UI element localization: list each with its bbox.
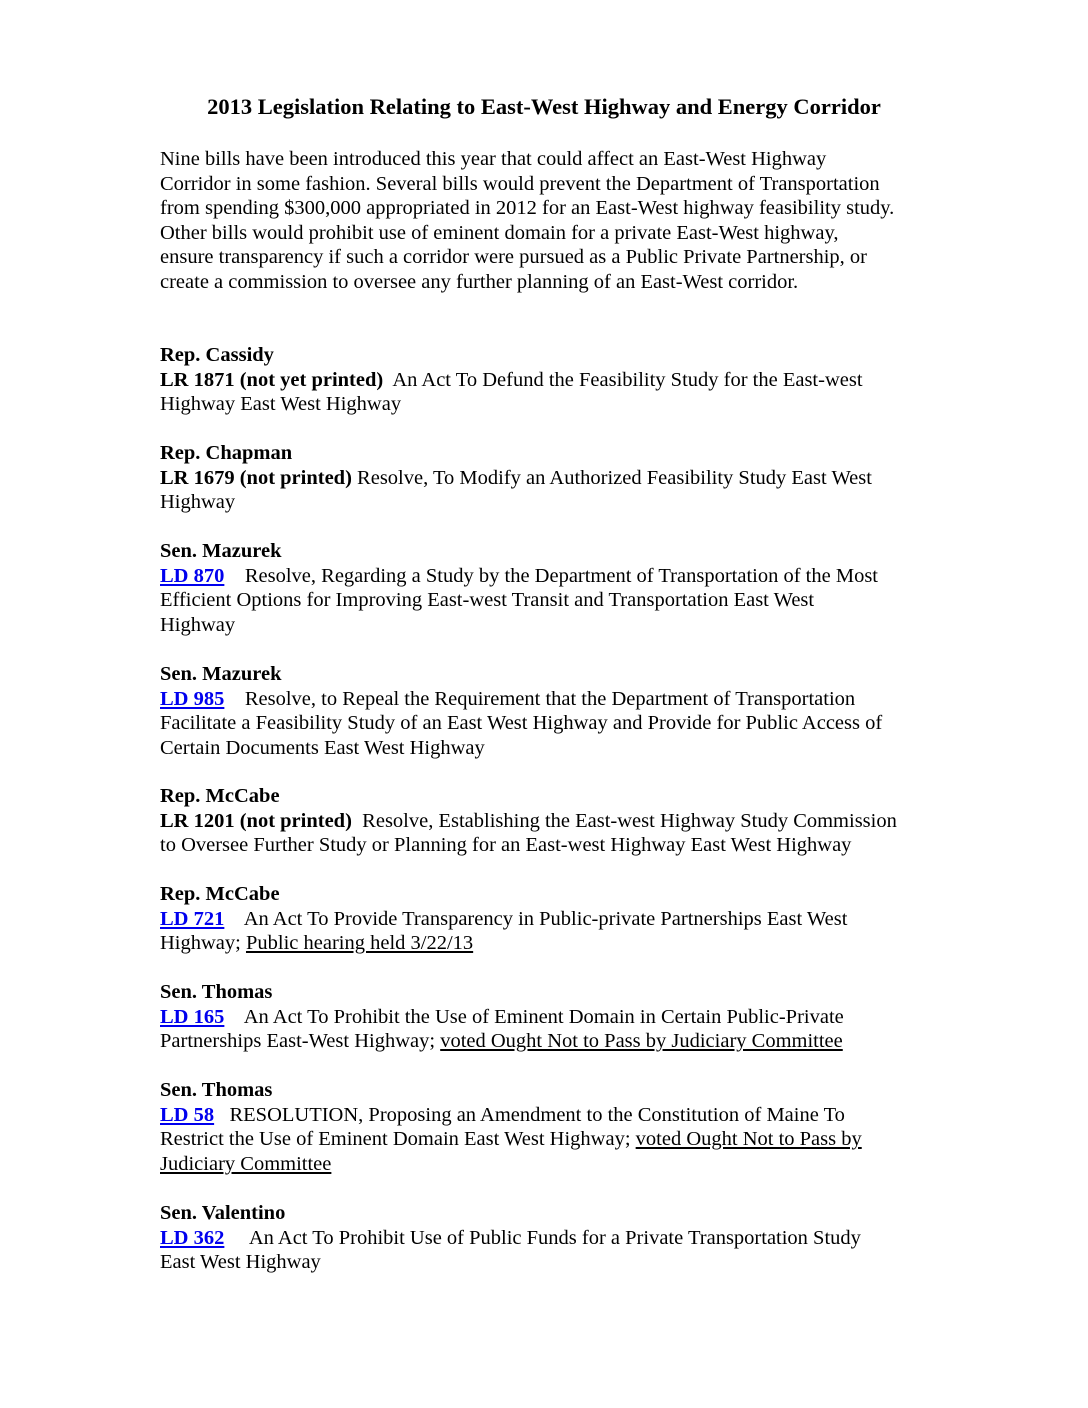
- bill-line-2: [160, 931, 950, 956]
- bill-title: An Act To Provide Transparency in Public-private Partnerships East West: [243, 907, 848, 930]
- bill-title-continued: Restrict the Use of Eminent Domain East West Highway;: [160, 1128, 636, 1151]
- bill-line: [160, 368, 950, 393]
- bill-link-ld-721[interactable]: LD 721: [160, 907, 225, 930]
- intro-line: Other bills would prohibit use of eminent domain for a private East-West highway,: [160, 221, 839, 244]
- bill-title-continued: Highway;: [160, 932, 246, 955]
- bill-sponsor: Rep. Cassidy: [160, 344, 274, 366]
- bill-code: LR 1201 (not printed): [160, 809, 352, 832]
- bill-status: voted Ought Not to Pass by Judiciary Committee: [440, 1030, 843, 1053]
- bill-entry: [160, 662, 950, 760]
- bill-sponsor: Rep. Chapman: [160, 442, 293, 464]
- bill-title: An Act To Defund the Feasibility Study for the East-west: [392, 368, 863, 391]
- bill-title-continued: Highway: [160, 491, 236, 514]
- bill-title-continued: Certain Documents East West Highway: [160, 736, 485, 759]
- bill-title-continued: Highway East West Highway: [160, 393, 402, 416]
- bill-link-ld-870[interactable]: LD 870: [160, 564, 225, 587]
- bill-title: Resolve, Establishing the East-west Highway Study Commission: [362, 809, 897, 832]
- bill-link-ld-58[interactable]: LD 58: [160, 1103, 215, 1126]
- intro-line: Corridor in some fashion. Several bills would prevent the Department of Transportation: [160, 172, 880, 195]
- bill-line-2: [160, 1127, 950, 1152]
- bill-line: [160, 809, 950, 834]
- bill-line: [160, 687, 950, 712]
- bill-entry: [160, 980, 950, 1054]
- bill-line: [160, 1226, 950, 1251]
- bill-entry: [160, 784, 950, 858]
- bill-line: [160, 1103, 950, 1128]
- bill-code: LR 1679 (not printed): [160, 466, 352, 489]
- bill-link-ld-165[interactable]: LD 165: [160, 1005, 225, 1028]
- bill-title-continued: Efficient Options for Improving East-west Transit and Transportation East West: [160, 589, 815, 612]
- bill-entry: [160, 882, 950, 956]
- bill-sponsor: Sen. Thomas: [160, 1079, 273, 1101]
- intro-line: from spending $300,000 appropriated in 2012 for an East-West highway feasibility study.: [160, 197, 895, 220]
- bill-title-continued: East West Highway: [160, 1251, 321, 1274]
- bill-line: [160, 564, 950, 589]
- bill-entry: [160, 441, 950, 515]
- bill-status: voted Ought Not to Pass by: [635, 1128, 862, 1151]
- bill-sponsor: Rep. McCabe: [160, 785, 280, 807]
- bill-line: [160, 1005, 950, 1030]
- bill-title: An Act To Prohibit the Use of Eminent Domain in Certain Public-Private: [243, 1005, 844, 1028]
- intro-line: ensure transparency if such a corridor were pursued as a Public Private Partnership, or: [160, 246, 868, 269]
- bill-link-ld-985[interactable]: LD 985: [160, 687, 225, 710]
- bill-entry: [160, 343, 950, 417]
- bill-sponsor: Sen. Valentino: [160, 1202, 286, 1224]
- document-title: 2013 Legislation Relating to East-West Highway and Energy Corridor: [207, 94, 881, 119]
- intro-line: create a commission to oversee any further planning of an East-West corridor.: [160, 270, 799, 293]
- bill-status: Public hearing held 3/22/13: [245, 932, 474, 955]
- intro-line: Nine bills have been introduced this year that could affect an East-West Highway: [160, 148, 827, 170]
- bill-sponsor: Rep. McCabe: [160, 883, 280, 905]
- bill-title-continued: to Oversee Further Study or Planning for an East-west Highway East West Highway: [160, 834, 852, 857]
- bill-sponsor: Sen. Thomas: [160, 981, 273, 1003]
- intro-paragraph: [160, 147, 950, 295]
- bill-title: Resolve, to Repeal the Requirement that the Department of Transportation: [244, 687, 856, 710]
- bill-line-2: [160, 1029, 950, 1054]
- bill-entry: [160, 1201, 950, 1275]
- bill-sponsor: Sen. Mazurek: [160, 540, 282, 562]
- bill-sponsor: Sen. Mazurek: [160, 663, 282, 685]
- bill-title: RESOLUTION, Proposing an Amendment to the Constitution of Maine To: [229, 1103, 845, 1126]
- bill-line: [160, 466, 950, 491]
- bill-title: Resolve, To Modify an Authorized Feasibility Study East West: [357, 466, 872, 489]
- bill-title: An Act To Prohibit Use of Public Funds for a Private Transportation Study: [248, 1226, 861, 1249]
- bill-entry: [160, 539, 950, 637]
- bill-line: [160, 907, 950, 932]
- bill-link-ld-362[interactable]: LD 362: [160, 1226, 225, 1249]
- bill-code: LR 1871 (not yet printed): [160, 368, 384, 391]
- bill-status-continued: Judiciary Committee: [160, 1152, 332, 1175]
- bill-title: Resolve, Regarding a Study by the Department of Transportation of the Most: [244, 564, 878, 587]
- bill-title-continued: Partnerships East-West Highway;: [160, 1030, 441, 1053]
- bill-title-continued: Highway: [160, 613, 236, 636]
- bill-title-continued: Facilitate a Feasibility Study of an East West Highway and Provide for Public Access of: [160, 712, 883, 735]
- bill-entry: [160, 1078, 950, 1176]
